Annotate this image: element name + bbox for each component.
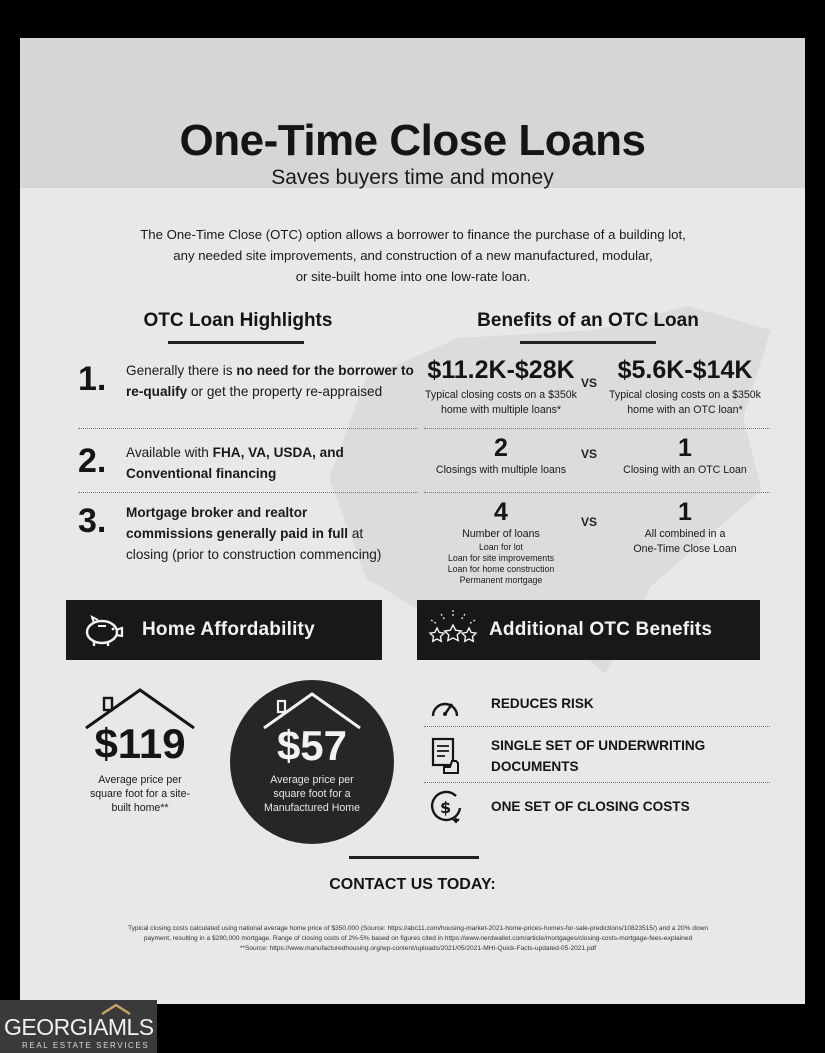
benefit-right-caption-3: All combined in a One-Time Close Loan — [633, 528, 737, 555]
divider — [424, 428, 770, 429]
divider — [424, 782, 770, 783]
home-affordability-banner — [66, 600, 382, 660]
watermark-subtitle: REAL ESTATE SERVICES — [22, 1041, 150, 1050]
benefit-right-caption-2: Closing with an OTC Loan — [623, 464, 747, 476]
highlight-item-2: 2. Available with FHA, VA, USDA, and Conventional financing — [78, 442, 344, 481]
highlights-heading: OTC Loan Highlights — [143, 310, 333, 331]
benefit-left-caption-3: Number of loans Loan for lot Loan for site improvements Loan for home construction Permanent mortgage — [447, 528, 555, 585]
divider — [78, 492, 418, 493]
additional-benefits-label: Additional OTC Benefits — [489, 619, 713, 640]
flyer-page — [20, 38, 805, 1004]
benefit-left-value-3: 4 — [494, 498, 508, 526]
page-title: One-Time Close Loans — [179, 116, 646, 165]
benefits-heading: Benefits of an OTC Loan — [477, 310, 699, 331]
gauge-icon — [430, 694, 460, 720]
home-affordability-label: Home Affordability — [142, 619, 315, 640]
divider — [78, 428, 418, 429]
vs-label: VS — [581, 515, 598, 529]
additional-benefits-banner — [417, 600, 760, 660]
highlight-item-1: 1. Generally there is no need for the borrower to re-qualify or get the property re-appraised — [78, 360, 414, 399]
intro-paragraph: The One-Time Close (OTC) option allows a borrower to finance the purchase of a building lot, any needed site improvements, and construction of a new manufactured, modular, or site-built home into one low-rate loan. — [140, 227, 686, 284]
page-subtitle: Saves buyers time and money — [271, 166, 554, 189]
manufactured-caption: Average price per square foot for a Manufactured Home — [264, 774, 360, 814]
contact-divider — [349, 856, 479, 859]
benefit-reduces-risk: REDUCES RISK — [491, 696, 594, 711]
highlights-underline — [168, 341, 304, 344]
divider — [424, 492, 770, 493]
svg-text:$: $ — [440, 798, 452, 817]
document-thumbs-up-icon — [430, 737, 462, 777]
benefit-underwriting: SINGLE SET OF UNDERWRITING DOCUMENTS — [491, 738, 706, 774]
benefit-right-value-2: 1 — [678, 434, 692, 462]
site-built-caption: Average price per square foot for a site- built home** — [89, 774, 191, 814]
footnote: Typical closing costs calculated using national average home price of $350,000 (Source: https://abc11.com/housing-market-2021-home-prices-homes-for-sale-predictions/10823515/) and a 20% down payment, resulting in a $280,000 mortgage. Range of closing costs of 2%-5% based on figures cited in https://www.nerdwallet.com/article/mortgages/closing-costs-mortgage-fees-explained **Source: https://www.manufacturedhousing.org/wp-content/uploads/2021/05/2021-MHI-Quick-Facts-updated-05-2021.pdf — [127, 925, 709, 952]
benefits-underline — [520, 341, 656, 344]
divider — [424, 726, 770, 727]
benefit-left-value-1: $11.2K-$28K — [427, 356, 575, 384]
benefit-right-value-3: 1 — [678, 498, 692, 526]
benefit-right-caption-1: Typical closing costs on a $350k home with an OTC loan* — [609, 389, 761, 416]
manufactured-price: $57 — [276, 722, 348, 769]
benefit-right-value-1: $5.6K-$14K — [617, 356, 753, 384]
watermark-brand: GEORGIAMLS — [4, 1014, 154, 1040]
piggy-bank-icon — [80, 610, 126, 650]
benefit-left-value-2: 2 — [494, 434, 508, 462]
highlight-item-3: 3. Mortgage broker and realtor commissions generally paid in full at closing (prior to construction commencing) — [78, 502, 382, 562]
benefit-left-caption-1: Typical closing costs on a $350k home with multiple loans* — [425, 389, 577, 416]
vs-label: VS — [581, 447, 598, 461]
benefit-left-caption-2: Closings with multiple loans — [435, 464, 567, 476]
stars-icon — [425, 608, 481, 652]
contact-heading: CONTACT US TODAY: — [329, 876, 496, 893]
site-built-price: $119 — [94, 720, 186, 767]
benefit-closing-costs: ONE SET OF CLOSING COSTS — [491, 799, 690, 814]
vs-label: VS — [581, 376, 598, 390]
georgia-mls-watermark — [0, 1000, 157, 1053]
dollar-circle-icon — [430, 790, 464, 824]
